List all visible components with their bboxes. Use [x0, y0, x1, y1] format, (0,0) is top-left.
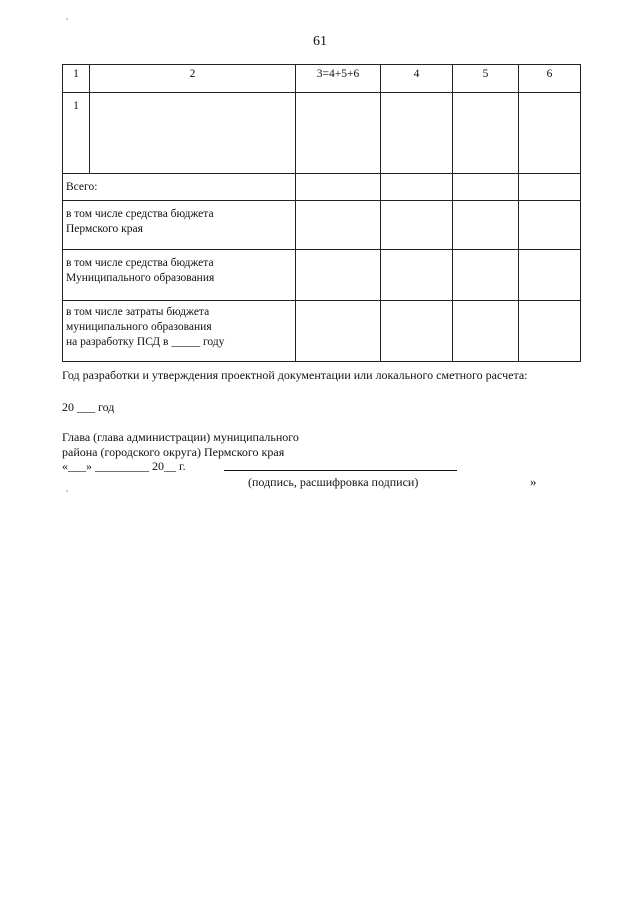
scan-speck	[66, 18, 68, 20]
table-cell	[296, 250, 381, 301]
header-cell-6: 6	[519, 65, 581, 93]
table-cell	[381, 201, 453, 250]
header-cell-4: 4	[381, 65, 453, 93]
header-cell-3: 3=4+5+6	[296, 65, 381, 93]
development-year-label: Год разработки и утверждения проектной документации или локального сметного расчета:	[62, 368, 528, 382]
table-cell	[296, 174, 381, 201]
row-number-cell: 1	[63, 93, 90, 174]
table-row-total	[63, 174, 581, 201]
table-cell	[296, 201, 381, 250]
table-row-perm-budget	[63, 201, 581, 250]
page-number: 61	[313, 34, 327, 49]
total-label-cell	[63, 174, 296, 201]
table-cell	[453, 301, 519, 362]
table-cell	[381, 250, 453, 301]
table-cell	[381, 174, 453, 201]
table-cell	[453, 174, 519, 201]
header-cell-5: 5	[453, 65, 519, 93]
table-cell	[296, 301, 381, 362]
table-cell	[453, 93, 519, 174]
signature-caption: (подпись, расшифровка подписи)	[248, 475, 419, 489]
municipal-budget-label-line-1: в том числе средства бюджета	[66, 257, 214, 269]
table-cell	[296, 93, 381, 174]
total-label: Всего:	[66, 180, 98, 193]
table-cell	[90, 93, 296, 174]
scan-speck	[66, 490, 68, 492]
table-header-row	[63, 65, 581, 93]
table-row-municipal-budget	[63, 250, 581, 301]
psd-costs-label-line-2: муниципального образования	[66, 321, 212, 333]
table-row	[63, 93, 581, 174]
psd-costs-label-cell	[63, 301, 296, 362]
municipal-budget-label-line-2: Муниципального образования	[66, 272, 215, 284]
table-cell	[519, 301, 581, 362]
budget-table	[62, 64, 581, 362]
head-title-line-1: Глава (глава администрации) муниципального	[62, 430, 299, 444]
perm-budget-label-cell	[63, 201, 296, 250]
table-cell	[519, 93, 581, 174]
municipal-budget-label-cell	[63, 250, 296, 301]
development-year-value: 20 ___ год	[62, 400, 115, 414]
table-cell	[381, 93, 453, 174]
table-cell	[453, 250, 519, 301]
signature-date: «___» _________ 20__ г.	[62, 459, 186, 473]
table-row-psd-costs	[63, 301, 581, 362]
table-cell	[519, 174, 581, 201]
signature-line	[224, 470, 457, 471]
table-cell	[519, 250, 581, 301]
psd-costs-label-line-3: на разработку ПСД в _____ году	[66, 336, 225, 348]
table-cell	[453, 201, 519, 250]
psd-costs-label-line-1: в том числе затраты бюджета	[66, 306, 210, 318]
head-title-line-2: района (городского округа) Пермского края	[62, 445, 285, 459]
perm-budget-label-line-1: в том числе средства бюджета	[66, 208, 214, 220]
header-cell-1: 1	[63, 65, 90, 93]
perm-budget-label-line-2: Пермского края	[66, 223, 143, 235]
table-cell	[519, 201, 581, 250]
header-cell-2: 2	[90, 65, 296, 93]
closing-quote: »	[530, 474, 537, 489]
table-cell	[381, 301, 453, 362]
